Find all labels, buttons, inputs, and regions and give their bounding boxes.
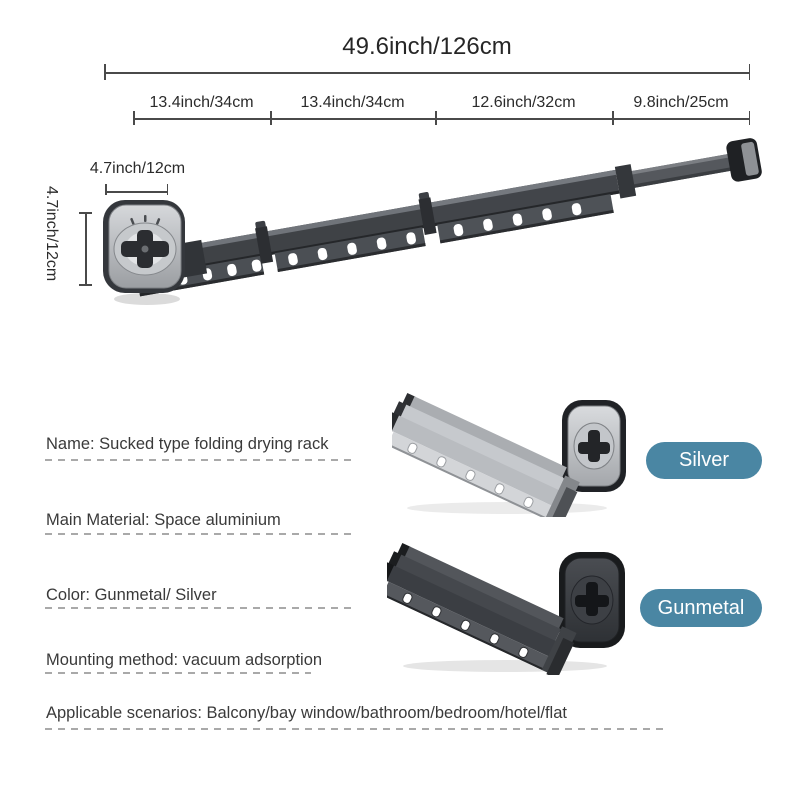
segment-3-length-label: 12.6inch/32cm — [471, 94, 576, 111]
spec-color: Color: Gunmetal/ Silver — [46, 586, 217, 604]
spec-material: Main Material: Space aluminium — [46, 511, 281, 529]
suction-mount — [103, 200, 185, 305]
end-cap — [725, 137, 763, 183]
dimension-tick — [749, 64, 751, 80]
spec-scenarios: Applicable scenarios: Balcony/bay window/bathroom/bedroom/hotel/flat — [46, 704, 567, 722]
suction-mount — [562, 400, 626, 492]
gunmetal-variant-illustration — [387, 540, 632, 675]
divider — [45, 607, 355, 609]
overall-length-label: 49.6inch/126cm — [342, 33, 512, 60]
dimension-tick — [749, 111, 751, 125]
dimension-tick — [270, 111, 272, 125]
overall-dimension-line — [104, 72, 750, 74]
mount-width-label: 4.7inch/12cm — [89, 160, 186, 177]
divider — [45, 728, 663, 730]
rack-arm — [124, 134, 764, 298]
segment-2-length-label: 13.4inch/34cm — [300, 94, 405, 111]
dimension-tick — [133, 111, 135, 125]
gunmetal-variant-badge: Gunmetal — [640, 589, 762, 627]
spec-name: Name: Sucked type folding drying rack — [46, 435, 329, 453]
divider — [45, 459, 355, 461]
spec-mounting: Mounting method: vacuum adsorption — [46, 651, 323, 669]
folded-rails — [392, 392, 585, 517]
silver-variant-illustration — [392, 392, 632, 517]
folded-rails — [387, 540, 582, 675]
telescopic-rod — [615, 147, 735, 199]
segment-4-length-label: 9.8inch/25cm — [633, 94, 729, 111]
silver-variant-badge: Silver — [646, 442, 762, 479]
dimension-tick — [612, 111, 614, 125]
mount-height-label: 4.7inch/12cm — [43, 186, 60, 282]
drying-rack-extended-illustration — [85, 125, 775, 320]
segment-1-length-label: 13.4inch/34cm — [149, 94, 254, 111]
divider — [45, 533, 355, 535]
dimension-tick — [104, 64, 106, 80]
divider — [45, 672, 311, 674]
dimension-tick — [435, 111, 437, 125]
segment-dimension-line — [133, 118, 750, 120]
